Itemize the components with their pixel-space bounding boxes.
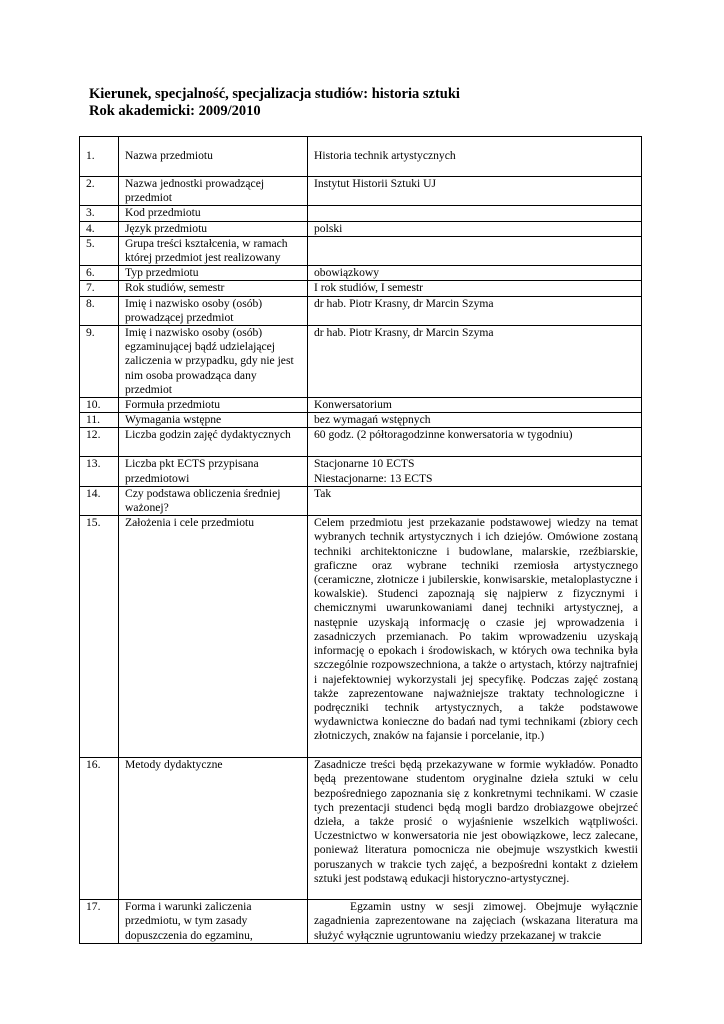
row-label: Czy podstawa obliczenia średniej ważonej? (119, 486, 308, 515)
row-value: polski (308, 221, 642, 236)
row-label: Kod przedmiotu (119, 206, 308, 221)
table-row (80, 486, 642, 515)
row-label: Typ przedmiotu (119, 266, 308, 281)
table-row (80, 236, 642, 265)
ects-part-time: Niestacjonarne: 13 ECTS (314, 471, 433, 485)
row-label: Język przedmiotu (119, 221, 308, 236)
row-number: 7. (80, 281, 119, 296)
row-value (308, 236, 642, 265)
row-value: dr hab. Piotr Krasny, dr Marcin Szyma (308, 296, 642, 325)
row-value: I rok studiów, I semestr (308, 281, 642, 296)
row-label: Imię i nazwisko osoby (osób) egzaminującej bądź udzielającej zaliczenia w przypadku, gdy nie jest nim osoba prowadząca dany przedmiot (119, 326, 308, 398)
row-label: Liczba pkt ECTS przypisana przedmiotowi (119, 457, 308, 486)
row-number: 13. (80, 457, 119, 486)
row-value: Historia technik artystycznych (308, 137, 642, 177)
row-number: 16. (80, 758, 119, 900)
row-value: dr hab. Piotr Krasny, dr Marcin Szyma (308, 326, 642, 398)
table-row (80, 413, 642, 428)
row-value (308, 206, 642, 221)
table-row (80, 177, 642, 206)
table-row (80, 221, 642, 236)
row-number: 10. (80, 398, 119, 413)
row-number: 2. (80, 177, 119, 206)
row-number: 12. (80, 428, 119, 457)
row-label: Rok studiów, semestr (119, 281, 308, 296)
row-value (308, 457, 642, 486)
row-value: Egzamin ustny w sesji zimowej. Obejmuje wyłącznie zagadnienia zaprezentowane na zajęciach (wskazana literatura ma służyć wyłącznie ugruntowaniu wiedzy przekazanej w trakcie (308, 900, 642, 944)
row-label: Forma i warunki zaliczenia przedmiotu, w tym zasady dopuszczenia do egzaminu, (119, 900, 308, 944)
row-number: 4. (80, 221, 119, 236)
row-value: Celem przedmiotu jest przekazanie podstawowej wiedzy na temat wybranych technik artystycznych i ich dziejów. Omówione zostaną techniki architektoniczne i budowlane, malarskie, rzeźbiarskie, graficzne oraz wybrane techniki rzemiosła artystycznego (ceramiczne, złotnicze i jubilerskie, konwisarskie, metaloplastyczne i kowalskie). Studenci zapoznają się najpierw z fizycznymi i chemicznymi uwarunkowaniami danej techniki artystycznej, a następnie uzyskają informację o czasie jej wprowadzenia i zasadniczych przemianach. Po takim wprowadzeniu uzyskają informację o epokach i środowiskach, w których owa technika była szczególnie rozpowszechniona, a także o artystach, którzy najtrafniej i najefektowniej wykorzystali jej specyfikę. Podczas zajęć zostaną także zaprezentowane najważniejsze traktaty technologiczne i podręczniki technik artystycznych, a także podstawowe wydawnictwa konieczne do badań nad tymi technikami (zbiory cech złotniczych, znaków na fajansie i porcelanie, itp.) (308, 516, 642, 758)
heading-academic-year: Rok akademicki: 2009/2010 (89, 103, 261, 119)
row-label: Nazwa przedmiotu (119, 137, 308, 177)
row-number: 3. (80, 206, 119, 221)
table-row (80, 137, 642, 177)
row-label: Imię i nazwisko osoby (osób) prowadzącej przedmiot (119, 296, 308, 325)
table-row (80, 398, 642, 413)
row-value: Konwersatorium (308, 398, 642, 413)
table-row (80, 516, 642, 758)
row-number: 5. (80, 236, 119, 265)
table-row (80, 206, 642, 221)
table-row (80, 281, 642, 296)
table-row (80, 457, 642, 486)
ects-full-time: Stacjonarne 10 ECTS (314, 457, 415, 471)
row-number: 9. (80, 326, 119, 398)
row-number: 6. (80, 266, 119, 281)
row-value: Zasadnicze treści będą przekazywane w formie wykładów. Ponadto będą prezentowane studentom oryginalne dzieła sztuki w celu bezpośredniego zapoznania się z konkretnymi technikami. W czasie tych prezentacji studenci będą mogli bardzo drobiazgowe obejrzeć dzieła, a także prosić o wyjaśnienie wszelkich wątpliwości. Uczestnictwo w konwersatoria nie jest obowiązkowe, lecz zalecane, ponieważ literatura pomocnicza nie obejmuje wszystkich kwestii poruszanych w trakcie tych zajęć, a bezpośredni kontakt z dziełem sztuki jest podstawą edukacji historyczno-artystycznej. (308, 758, 642, 900)
row-label: Grupa treści kształcenia, w ramach której przedmiot jest realizowany (119, 236, 308, 265)
row-label: Wymagania wstępne (119, 413, 308, 428)
table-row (80, 266, 642, 281)
row-number: 14. (80, 486, 119, 515)
row-label: Nazwa jednostki prowadzącej przedmiot (119, 177, 308, 206)
row-value: 60 godz. (2 półtoragodzinne konwersatoria w tygodniu) (308, 428, 642, 457)
table-row (80, 428, 642, 457)
row-label: Metody dydaktyczne (119, 758, 308, 900)
row-label: Założenia i cele przedmiotu (119, 516, 308, 758)
row-number: 15. (80, 516, 119, 758)
row-number: 17. (80, 900, 119, 944)
row-value: Instytut Historii Sztuki UJ (308, 177, 642, 206)
row-label: Liczba godzin zajęć dydaktycznych (119, 428, 308, 457)
row-label: Formuła przedmiotu (119, 398, 308, 413)
row-value: obowiązkowy (308, 266, 642, 281)
row-value: bez wymagań wstępnych (308, 413, 642, 428)
syllabus-table (79, 136, 642, 944)
table-row (80, 758, 642, 900)
row-number: 8. (80, 296, 119, 325)
document-heading (89, 86, 460, 120)
table-row (80, 326, 642, 398)
table-row (80, 296, 642, 325)
row-number: 11. (80, 413, 119, 428)
table-row (80, 900, 642, 944)
row-value: Tak (308, 486, 642, 515)
heading-program: Kierunek, specjalność, specjalizacja studiów: historia sztuki (89, 86, 460, 102)
row-number: 1. (80, 137, 119, 177)
